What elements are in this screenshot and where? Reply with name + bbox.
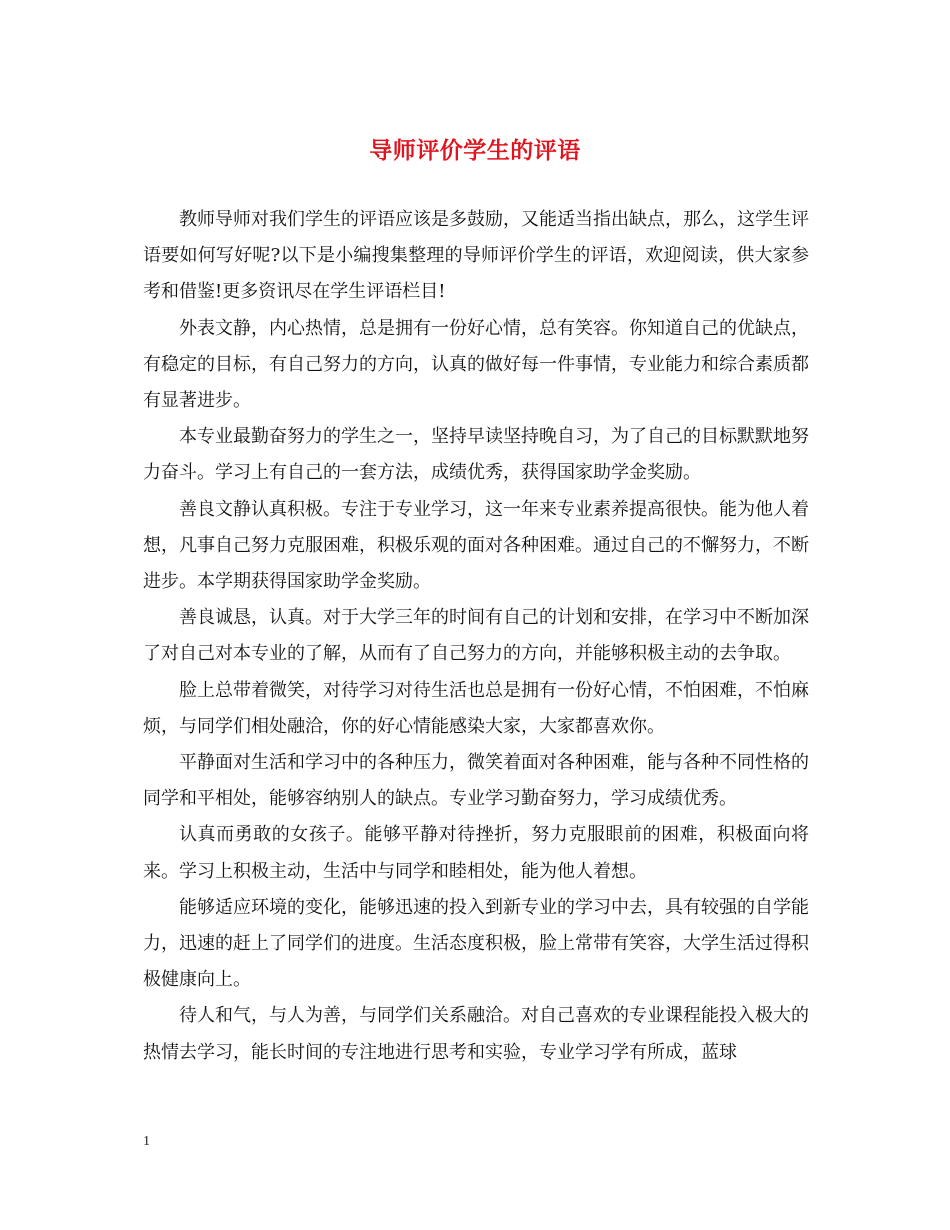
paragraph-comment-9: 待人和气，与人为善，与同学们关系融洽。对自己喜欢的专业课程能投入极大的热情去学习，能长时间的专注地进行思考和实验，专业学习学有所成，蓝球 <box>143 1005 809 1063</box>
document-title: 导师评价学生的评语 <box>369 137 581 164</box>
paragraph-comment-4: 善良诚恳，认真。对于大学三年的时间有自己的计划和安排，在学习中不断加深了对自己对本专业的了解，从而有了自己努力的方向，并能够积极主动的去争取。 <box>143 607 809 665</box>
paragraph-comment-7: 认真而勇敢的女孩子。能够平静对待挫折，努力克服眼前的困难，积极面向将来。学习上积极主动，生活中与同学和睦相处，能为他人着想。 <box>143 824 809 882</box>
page-number: 1 <box>143 1134 150 1149</box>
paragraph-comment-6: 平静面对生活和学习中的各种压力，微笑着面对各种困难，能与各种不同性格的同学和平相处，能够容纳别人的缺点。专业学习勤奋努力，学习成绩优秀。 <box>143 752 809 810</box>
paragraph-comment-5: 脸上总带着微笑，对待学习对待生活也总是拥有一份好心情，不怕困难，不怕麻烦，与同学们相处融洽，你的好心情能感染大家，大家都喜欢你。 <box>143 679 809 737</box>
paragraph-comment-3: 善良文静认真积极。专注于专业学习，这一年来专业素养提高很快。能为他人着想，凡事自己努力克服困难，积极乐观的面对各种困难。通过自己的不懈努力，不断进步。本学期获得国家助学金奖励。 <box>143 498 809 593</box>
paragraph-comment-8: 能够适应环境的变化，能够迅速的投入到新专业的学习中去，具有较强的自学能力，迅速的赶上了同学们的进度。生活态度积极，脸上常带有笑容，大学生活过得积极健康向上。 <box>143 896 809 991</box>
paragraph-comment-1: 外表文静，内心热情，总是拥有一份好心情，总有笑容。你知道自己的优缺点，有稳定的目标，有自己努力的方向，认真的做好每一件事情，专业能力和综合素质都有显著进步。 <box>143 317 809 412</box>
paragraph-comment-2: 本专业最勤奋努力的学生之一，坚持早读坚持晚自习，为了自己的目标默默地努力奋斗。学习上有自己的一套方法，成绩优秀，获得国家助学金奖励。 <box>143 426 809 484</box>
paragraph-intro: 教师导师对我们学生的评语应该是多鼓励，又能适当指出缺点，那么，这学生评语要如何写好呢?以下是小编搜集整理的导师评价学生的评语，欢迎阅读，供大家参考和借鉴!更多资讯尽在学生评语栏目! <box>143 209 809 303</box>
document-body <box>143 202 809 1071</box>
